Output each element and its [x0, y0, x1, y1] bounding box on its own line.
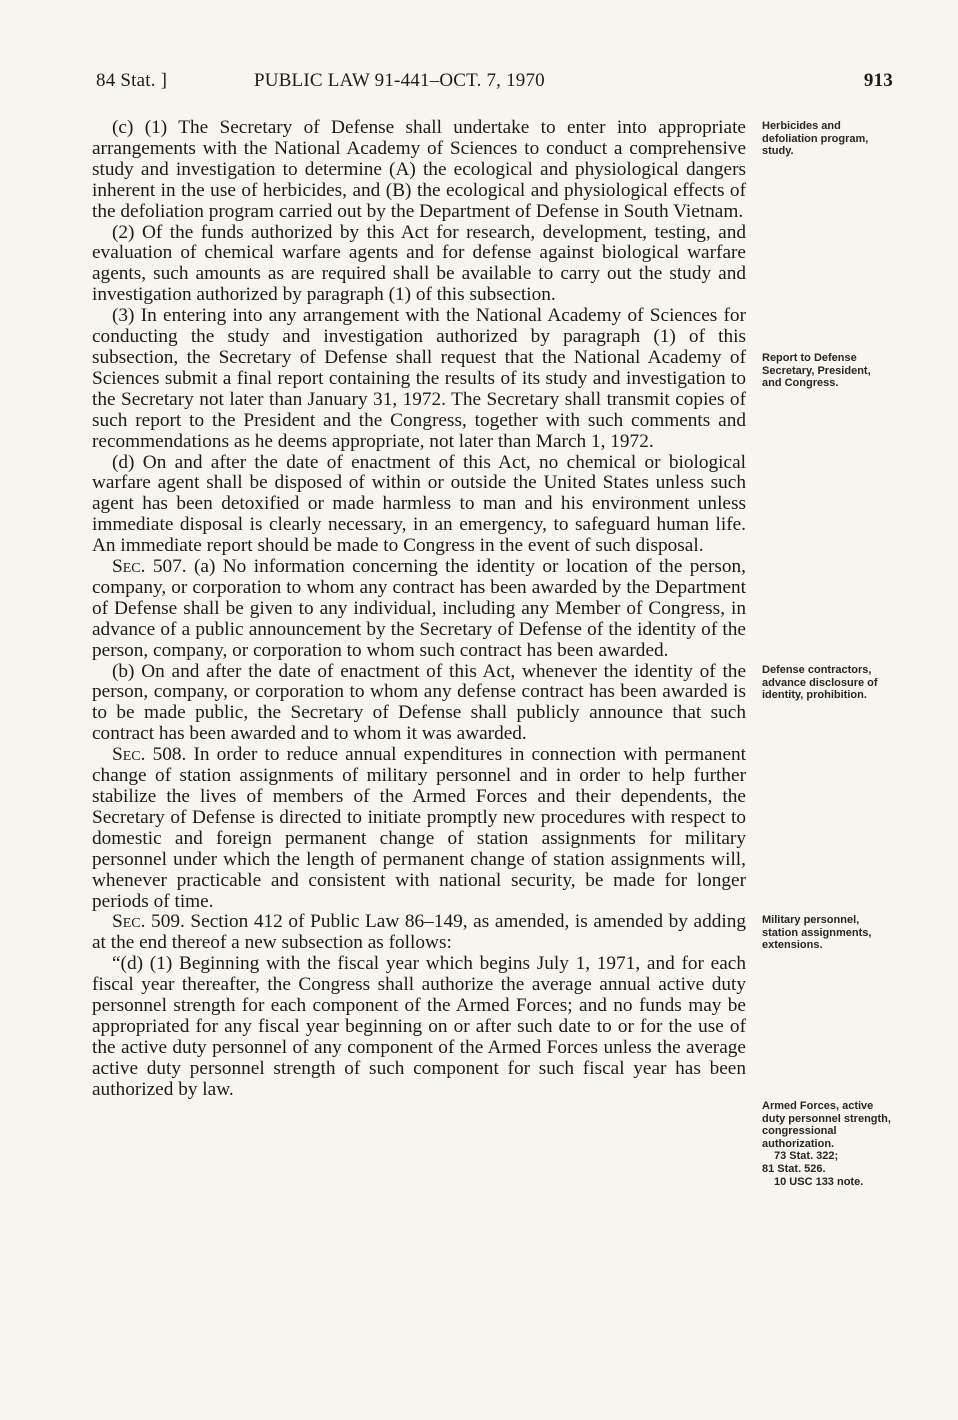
section-lead: Sec.	[112, 556, 146, 578]
margin-note-armed-forces: Armed Forces, active duty personnel strength, congressional authorization. 73 Stat. 322; 81 Stat. 526. 10 USC 133 note.	[762, 1100, 891, 1188]
margin-note-herbicides: Herbicides and defoliation program, study.	[762, 120, 869, 158]
section-lead: Sec.	[112, 744, 146, 766]
paragraph-c2: (2) Of the funds authorized by this Act for research, development, testing, and evaluation of chemical warfare agents and for defense against biological warfare agents, such amounts as are required shall be available to carry out the study and investigation authorized by paragraph (1) of this subsection.	[92, 221, 746, 306]
statute-body	[92, 118, 746, 1101]
section-508: Sec. 508. In order to reduce annual expenditures in connection with permanent change of station assignments of military personnel and in order to help further stabilize the lives of members of the Armed Forces and their dependents, the Secretary of Defense is directed to initiate promptly new procedures with respect to domestic and foreign permanent change of station assignments for military personnel under which the length of permanent change of station assignments will, whenever practicable and consistent with national security, be made for longer periods of time.	[92, 744, 746, 912]
code-reference: 10 USC 133 note.	[774, 1175, 864, 1188]
statute-reference: 73 Stat. 322;	[774, 1150, 839, 1163]
section-507-b: (b) On and after the date of enactment of this Act, whenever the identity of the person, company, or corporation to whom any defense contract has been awarded is to be made public, the Secretary of Defense shall publicly announce that such contract has been awarded and to whom it was awarded.	[92, 660, 746, 745]
law-title: PUBLIC LAW 91-441–OCT. 7, 1970	[254, 70, 545, 91]
paragraph-d: (d) On and after the date of enactment of this Act, no chemical or biological warfare agent shall be disposed of within or outside the United States unless such agent has been detoxified or made harmless to man and his environment unless immediate disposal is clearly necessary, in an emergency, to safeguard human life. An immediate report should be made to Congress in the event of such disposal.	[92, 451, 746, 557]
margin-note-contractors: Defense contractors, advance disclosure of identity, prohibition.	[762, 664, 878, 702]
page-number: 913	[863, 70, 893, 91]
subsection-d1-quote: “(d) (1) Beginning with the fiscal year which begins July 1, 1971, and for each fiscal year thereafter, the Congress shall authorize the average annual active duty personnel strength for each component of the Armed Forces; and no funds may be appropriated for any fiscal year beginning on or after such date to or for the use of the active duty personnel of any component of the Armed Forces unless the average active duty personnel strength of such component for such fiscal year has been authorized by law.	[92, 953, 746, 1100]
statute-reference: 81 Stat. 526.	[762, 1162, 826, 1175]
section-507-a: Sec. 507. (a) No information concerning the identity or location of the person, company, or corporation to whom any contract has been awarded by the Department of Defense shall be given to any individual, including any Member of Congress, in advance of a public announcement by the Secretary of Defense of the identity of the person, company, or corporation to whom such contract has been awarded.	[92, 556, 746, 661]
section-lead: Sec.	[112, 911, 146, 933]
margin-note-military-personnel: Military personnel, station assignments, extensions.	[762, 914, 872, 952]
paragraph-c1: (c) (1) The Secretary of Defense shall undertake to enter into appropriate arrangements with the National Academy of Sciences to conduct a comprehensive study and investigation to determine (A) the ecological and physiological dangers inherent in the use of herbicides, and (B) the ecological and physiological effects of the defoliation program carried out by the Department of Defense in South Vietnam.	[92, 117, 746, 222]
paragraph-c3: (3) In entering into any arrangement with the National Academy of Sciences for conducting the study and investigation authorized by paragraph (1) of this subsection, the Secretary of Defense shall request that the National Academy of Sciences submit a final report containing the results of its study and investigation to the Secretary not later than January 31, 1972. The Secretary shall transmit copies of such report to the President and the Congress, together with such comments and recommendations as he deems appropriate, not later than March 1, 1972.	[92, 305, 746, 452]
margin-note-report: Report to Defense Secretary, President, and Congress.	[762, 352, 871, 390]
volume-citation: 84 Stat. ]	[96, 70, 168, 91]
section-509: Sec. 509. Section 412 of Public Law 86–149, as amended, is amended by adding at the end thereof a new subsection as follows:	[92, 911, 746, 954]
running-header	[96, 70, 893, 100]
